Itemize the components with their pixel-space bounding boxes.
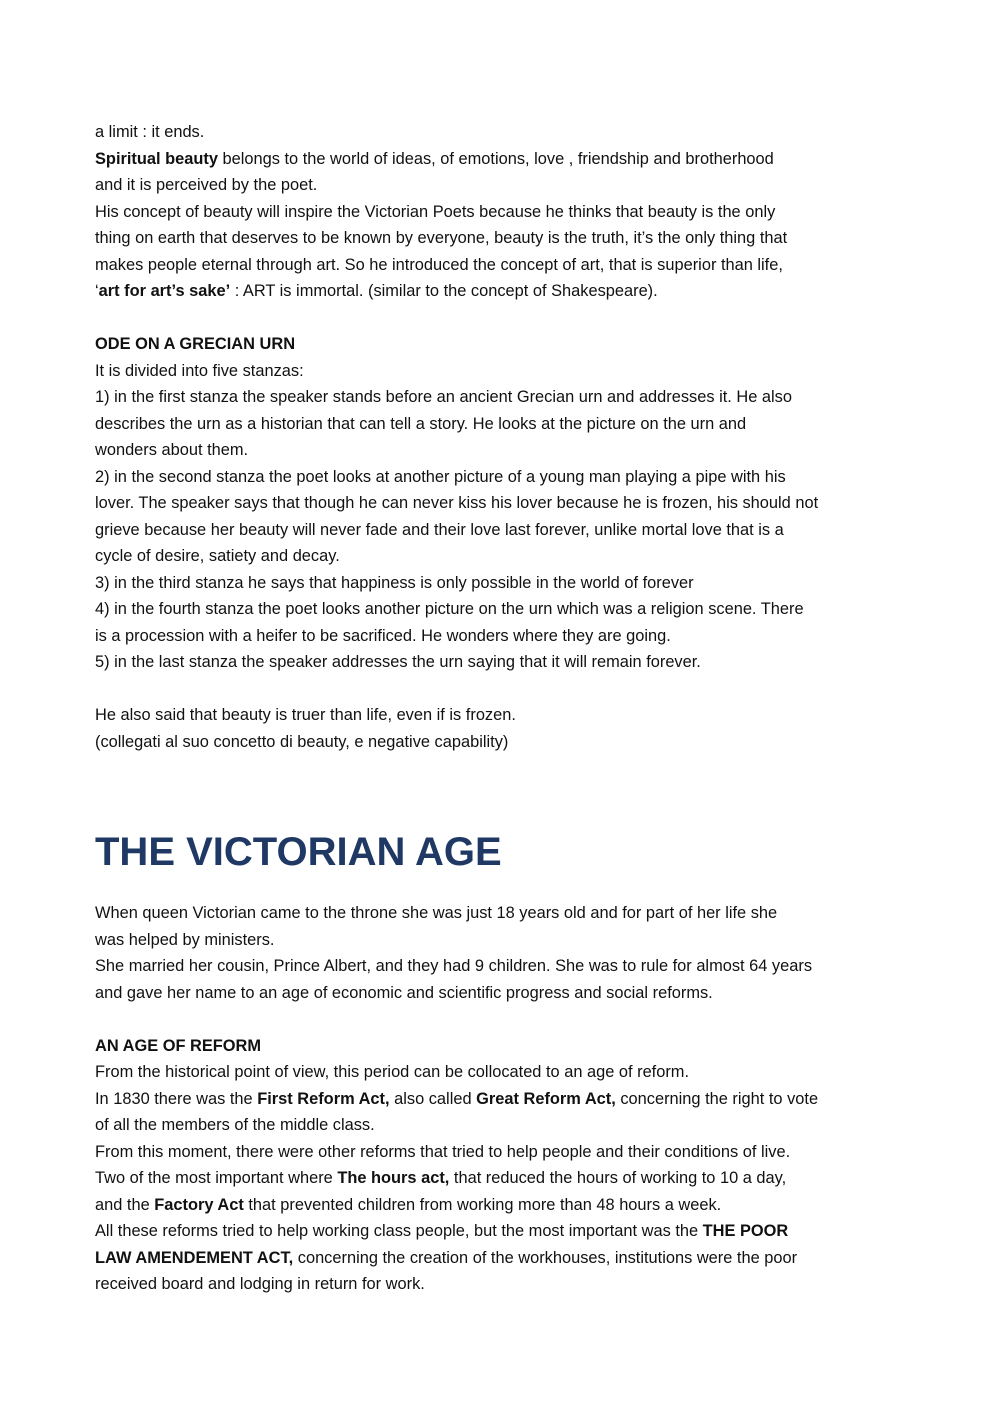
section-heading-ode: ODE ON A GRECIAN URN — [95, 335, 296, 353]
text-line — [95, 146, 905, 173]
text-span: belongs to the world of ideas, of emotions, love , friendship and brotherhood — [217, 149, 774, 168]
text-line: It is divided into five stanzas: — [95, 361, 304, 380]
text-span: also called — [389, 1089, 477, 1108]
text-line: cycle of desire, satiety and decay. — [95, 547, 340, 565]
text-line: of all the members of the middle class. — [95, 1116, 375, 1134]
text-line: 2) in the second stanza the poet looks at another picture of a young man playing a pipe with his — [95, 467, 786, 486]
text-line: His concept of beauty will inspire the Victorian Poets because he thinks that beauty is the only — [95, 202, 776, 221]
text-line — [95, 1245, 905, 1272]
bold-term: art for art’s sake’ — [98, 282, 231, 300]
text-line: wonders about them. — [95, 441, 249, 459]
text-line: 3) in the third stanza he says that happiness is only possible in the world of forever — [95, 573, 694, 592]
ode-section — [95, 331, 905, 755]
text-line: was helped by ministers. — [95, 930, 275, 949]
bold-term: Factory Act — [154, 1195, 244, 1214]
text-line — [95, 1218, 905, 1245]
paragraph-gap — [95, 1006, 905, 1033]
intro-section — [95, 119, 905, 305]
text-line — [95, 1165, 905, 1192]
text-line: lover. The speaker says that though he can never kiss his lover because he is frozen, his should not — [95, 494, 819, 512]
text-line: and gave her name to an age of economic and scientific progress and social reforms. — [95, 983, 713, 1002]
section-gap — [95, 755, 905, 824]
text-line: 5) in the last stanza the speaker addresses the urn saying that it will remain forever. — [95, 653, 701, 671]
text-line: a limit : it ends. — [95, 123, 205, 141]
bold-term: THE POOR — [702, 1222, 789, 1240]
text-line: 1) in the first stanza the speaker stands before an ancient Grecian urn and addresses it. He also — [95, 388, 792, 406]
text-line: He also said that beauty is truer than life, even if is frozen. — [95, 706, 516, 724]
paragraph-gap — [95, 305, 905, 332]
text-span: concerning the right to vote — [615, 1089, 819, 1108]
text-span: and the — [95, 1195, 155, 1214]
quote-mark: ‘ — [95, 282, 99, 300]
bold-term: First Reform Act, — [257, 1089, 390, 1108]
text-line: From the historical point of view, this period can be collocated to an age of reform. — [95, 1063, 690, 1081]
bold-term: Great Reform Act, — [476, 1089, 616, 1108]
bold-term: Spiritual beauty — [95, 149, 218, 168]
text-line: received board and lodging in return for work. — [95, 1275, 425, 1293]
text-span: that prevented children from working more than 48 hours a week. — [243, 1195, 722, 1214]
text-line: 4) in the fourth stanza the poet looks another picture on the urn which was a religion scene. There — [95, 600, 804, 618]
text-line: and it is perceived by the poet. — [95, 176, 318, 194]
victorian-section — [95, 824, 905, 1006]
reform-section — [95, 1033, 905, 1298]
text-span: In 1830 there was the — [95, 1089, 258, 1108]
text-line: (collegati al suo concetto di beauty, e negative capability) — [95, 732, 509, 751]
bold-term: The hours act, — [337, 1169, 450, 1187]
text-span: Two of the most important where — [95, 1169, 338, 1187]
page-title: THE VICTORIAN AGE — [95, 830, 502, 874]
text-line: She married her cousin, Prince Albert, and they had 9 children. She was to rule for almost 64 years — [95, 957, 813, 975]
text-span: that reduced the hours of working to 10 a day, — [449, 1169, 787, 1187]
text-line: grieve because her beauty will never fade and their love last forever, unlike mortal love that is a — [95, 520, 784, 539]
text-line: From this moment, there were other reforms that tried to help people and their conditions of live. — [95, 1142, 791, 1161]
text-line — [95, 1192, 905, 1219]
text-span: All these reforms tried to help working class people, but the most important was the — [95, 1222, 703, 1240]
text-line — [95, 278, 905, 305]
text-line: When queen Victorian came to the throne she was just 18 years old and for part of her life she — [95, 904, 778, 922]
text-line — [95, 1086, 905, 1113]
text-line: describes the urn as a historian that can tell a story. He looks at the picture on the urn and — [95, 414, 747, 433]
section-heading-reform: AN AGE OF REFORM — [95, 1036, 262, 1055]
text-line: thing on earth that deserves to be known by everyone, beauty is the truth, it’s the only thing that — [95, 229, 788, 247]
text-line: is a procession with a heifer to be sacrificed. He wonders where they are going. — [95, 626, 671, 645]
text-line: makes people eternal through art. So he introduced the concept of art, that is superior than life, — [95, 255, 783, 274]
paragraph-gap — [95, 676, 905, 703]
bold-term: LAW AMENDEMENT ACT, — [95, 1248, 294, 1267]
text-span: concerning the creation of the workhouses, institutions were the poor — [293, 1248, 798, 1267]
text-span: : ART is immortal. (similar to the concept of Shakespeare). — [230, 282, 658, 300]
